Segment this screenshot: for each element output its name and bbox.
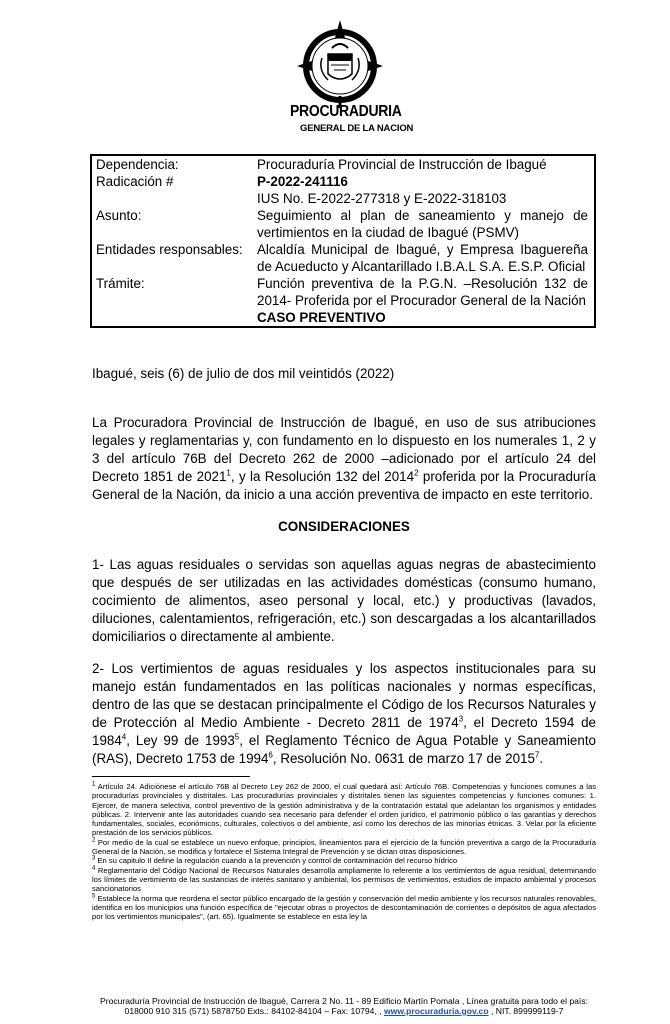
dependencia-value: Procuraduría Provincial de Instrucción de Ibagué bbox=[257, 157, 547, 172]
radicacion-value: P-2022-241116 bbox=[257, 174, 348, 189]
page-footer bbox=[92, 996, 596, 1016]
footnote-ref: 2 bbox=[414, 468, 419, 478]
section-heading: CONSIDERACIONES bbox=[278, 519, 410, 534]
table-row bbox=[91, 190, 595, 207]
website-link[interactable]: www.procuraduria.gov.co bbox=[384, 1006, 489, 1016]
footnote: $^5$ Establece la norma que reordena el sector público encargado de la gestión y conservación del medio ambiente y los recursos naturales renovables, identifica en los municipios una función específica de "ejecutar obras o proyectos de descontaminación de corrientes o depósitos de agua afectados por los vertimientos municipales", (art. 65). Igualmente se establece en esta ley la bbox=[92, 893, 596, 922]
point-2-paragraph: 2- Los vertimientos de aguas residuales y los aspectos institucionales para su manejo están fundamentados en las políticas nacionales y normas específicas, dentro de las que se destacan principalmente el Código de los Recursos Naturales y de Protección al Medio Ambiente - Decreto 2811 de 1974$^3$, el Decreto 1594 de 1984$^4$, Ley 99 de 1993$^5$, el Reglamento Técnico de Agua Potable y Saneamiento (RAS), Decreto 1753 de 1994$^6$, Resolución No. 0631 de marzo 17 de 2015$^7$. bbox=[92, 661, 596, 766]
asunto-value: Seguimiento al plan de saneamiento y manejo de vertimientos en la ciudad de Ibagué (PSMV) bbox=[257, 208, 588, 240]
footnote-ref: 7 bbox=[534, 750, 540, 760]
footer-address: Procuraduría Provincial de Instrucción de Ibagué, Carrera 2 No. 11 - 89 Edificio Martín Pomala , Línea gratuita para todo el país: bbox=[99, 996, 589, 1006]
footnote-ref: 1 bbox=[226, 468, 231, 478]
footnote: $^2$ Por medio de la cual se establece un nuevo enfoque, principios, lineamientos para el ejercicio de la función preventiva a cargo de la Procuraduría General de la Nación, se modifica y fortalece el Sistema Integral de Prevención y se dictan otras disposiciones. bbox=[92, 837, 596, 857]
tramite-value bbox=[253, 275, 595, 327]
dependencia-label: Dependencia: bbox=[96, 157, 179, 172]
footnote-ref: 4 bbox=[121, 732, 127, 742]
footnote: $^4$ Reglamentario del Código Nacional de Recursos Naturales desarrolla ampliamente lo referente a los vertimientos de agua residual, determinando los límites de vertimiento de las sustancias de interés sanitario y ambiental, los permisos de vertimientos, estudios de impacto ambiental y procesos sancionatorios bbox=[92, 865, 596, 894]
table-row bbox=[91, 173, 595, 190]
entidades-value: Alcaldía Municipal de Ibagué, y Empresa Ibaguereña de Acueducto y Alcantarillado I.B.A.L S.A. E.S.P. Oficial bbox=[257, 242, 588, 274]
footnotes bbox=[92, 782, 596, 921]
coat-of-arms-compass-icon bbox=[288, 18, 408, 108]
table-row bbox=[91, 207, 595, 241]
footnote-ref: 3 bbox=[458, 714, 464, 724]
asunto-label: Asunto: bbox=[96, 208, 142, 223]
brand-name: PROCURADURIA bbox=[290, 100, 402, 120]
footer-contact: 018000 910 315 (571) 5878750 Exts.: 84102-84104 – Fax: 10794, , www.procuraduria.gov.co , NIT. 899999119-7 bbox=[124, 1006, 564, 1016]
tramite-text: Función preventiva de la P.G.N. –Resolución 132 de 2014- Proferida por el Procurador General de la Nación bbox=[257, 276, 588, 308]
footnote-ref: 6 bbox=[268, 750, 273, 760]
ius-value: IUS No. E-2022-277318 y E-2022-318103 bbox=[257, 191, 507, 206]
caso-preventivo: CASO PREVENTIVO bbox=[257, 310, 386, 325]
entidades-label: Entidades responsables: bbox=[96, 242, 243, 257]
date-line: Ibagué, seis (6) de julio de dos mil veintidós (2022) bbox=[92, 366, 395, 381]
table-row bbox=[91, 241, 595, 275]
tramite-label: Trámite: bbox=[96, 276, 145, 291]
radicacion-label: Radicación # bbox=[96, 174, 174, 189]
table-row bbox=[91, 275, 595, 327]
intro-paragraph: La Procuradora Provincial de Instrucción de Ibagué, en uso de sus atribuciones legales y reglamentarias y, con fundamento en lo dispuesto en los numerales 1, 2 y 3 del artículo 76B del Decreto 262 de 2000 –adicionado por el artículo 24 del Decreto 1851 de 2021$^1$, y la Resolución 132 del 2014$^2$ proferida por la Procuraduría General de la Nación, da inicio a una acción preventiva de impacto en este territorio. bbox=[92, 415, 596, 502]
brand-subtitle: GENERAL DE LA NACION bbox=[300, 123, 414, 134]
footnote: $^3$ En su capitulo II define la regulación cuando a la prevención y control de contaminación del recurso hídrico bbox=[92, 855, 458, 866]
case-info-table bbox=[90, 154, 596, 328]
footnote-ref: 5 bbox=[234, 732, 240, 742]
footnote: $^1$ Artículo 24. Adiciónese el artículo 76B al Decreto Ley 262 de 2000, el cual quedará así: Artículo 76B. Competencias y funciones comunes a las procuradurías provinciales y distritales. Las procuradurías provinciales y distritales tienen las siguientes competencias y funciones comunes: 1. Ejercer, de manera selectiva, control preventivo de la gestión administrativa y de la contratación estatal que adelantan los organismos y entidades públicas. 2. Intervenir ante las autoridades cuando sea necesario para defender el orden jurídico, el patrimonio público o las garantías y derechos fundamentales, sociales, económicos, culturales, colectivos o del ambiente, así como los derechos de las minorías étnicas. 3. Velar por la eficiente prestación de los servicios públicos. bbox=[92, 781, 596, 838]
table-row bbox=[91, 155, 595, 173]
point-1-paragraph: 1- Las aguas residuales o servidas son aquellas aguas negras de abastecimiento que después de ser utilizadas en las actividades domésticas (consumo humano, cocimiento de alimentos, aseo personal y local, etc.) y productivas (lavados, diluciones, calentamientos, refrigeración, etc.) son descargadas a los alcantarillados domiciliarios o directamente al ambiente. bbox=[92, 557, 596, 644]
footnote-divider bbox=[92, 776, 250, 777]
